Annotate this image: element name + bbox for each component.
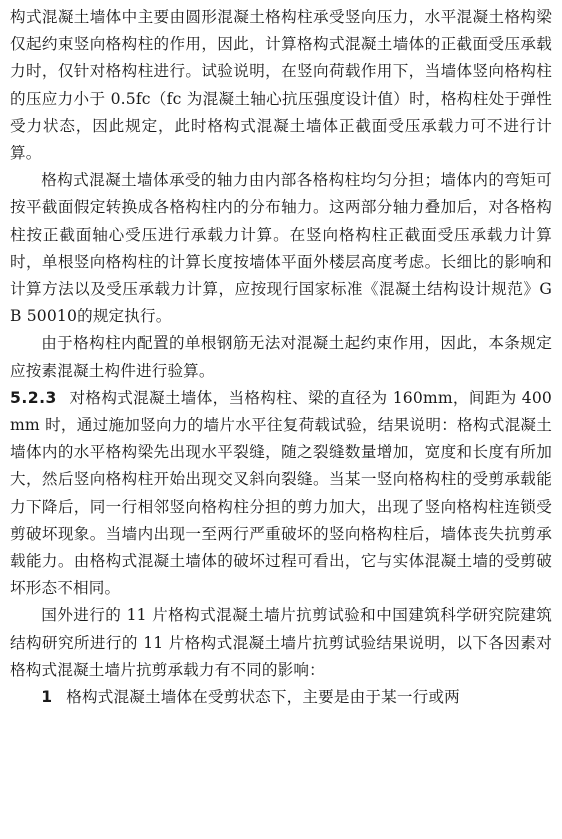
paragraph-axial-force-distribution: 格构式混凝土墙体承受的轴力由内部各格构柱均匀分担；墙体内的弯矩可按平截面假定转换成各格构柱内的分布轴力。这两部分轴力叠加后，对各格构柱按正截面轴心受压进行承载力计算。在竖向格构柱正截面受压承载力计算时，单根竖向格构柱的计算长度按墙体平面外楼层高度考虑。长细比的影响和计算方法以及受压承载力计算，应按现行国家标准《混凝土结构设计规范》GB 50010的规定执行。 <box>10 171 552 326</box>
clause-number: 5.2.3 <box>10 388 57 407</box>
list-item-1 <box>10 684 552 711</box>
paragraph-plain-concrete-check: 由于格构柱内配置的单根钢筋无法对混凝土起约束作用，因此，本条规定应按素混凝土构件进行验算。 <box>10 334 552 380</box>
clause-text: 对格构式混凝土墙体，当格构柱、梁的直径为 160mm，间距为 400mm 时，通过施加竖向力的墙片水平往复荷载试验，结果说明：格构式混凝土墙体内的水平格构梁先出现水平裂缝，随之裂缝数量增加，宽度和长度有所加大，然后竖向格构柱开始出现交叉斜向裂缝。当某一竖向格构柱的受剪承载能力下降后，同一行相邻竖向格构柱分担的剪力加大，出现了竖向格构柱连锁受剪破坏现象。当墙内出现一至两行严重破坏的竖向格构柱后，墙体丧失抗剪承载能力。由格构式混凝土墙体的破坏过程可看出，它与实体混凝土墙的受剪破坏形态不相同。 <box>10 388 552 598</box>
paragraph-shear-tests: 国外进行的 11 片格构式混凝土墙片抗剪试验和中国建筑科学研究院建筑结构研究所进行的 11 片格构式混凝土墙片抗剪试验结果说明，以下各因素对格构式混凝土墙片抗剪承载力有不同的影响： <box>10 606 552 679</box>
paragraph-clause-5-2-3 <box>10 385 552 603</box>
list-item-text: 格构式混凝土墙体在受剪状态下，主要是由于某一行或两 <box>66 688 460 707</box>
paragraph-bearing-capacity-intro: 构式混凝土墙体中主要由圆形混凝土格构柱承受竖向压力，水平混凝土格构梁仅起约束竖向格构柱的作用，因此，计算格构式混凝土墙体的正截面受压承载力时，仅针对格构柱进行。试验说明，在竖向荷载作用下，当墙体竖向格构柱的压应力小于 0.5fc（fc 为混凝土轴心抗压强度设计值）时，格构柱处于弹性受力状态，因此规定，此时格构式混凝土墙体正截面受压承载力可不进行计算。 <box>10 8 552 163</box>
list-item-number: 1 <box>41 688 53 707</box>
